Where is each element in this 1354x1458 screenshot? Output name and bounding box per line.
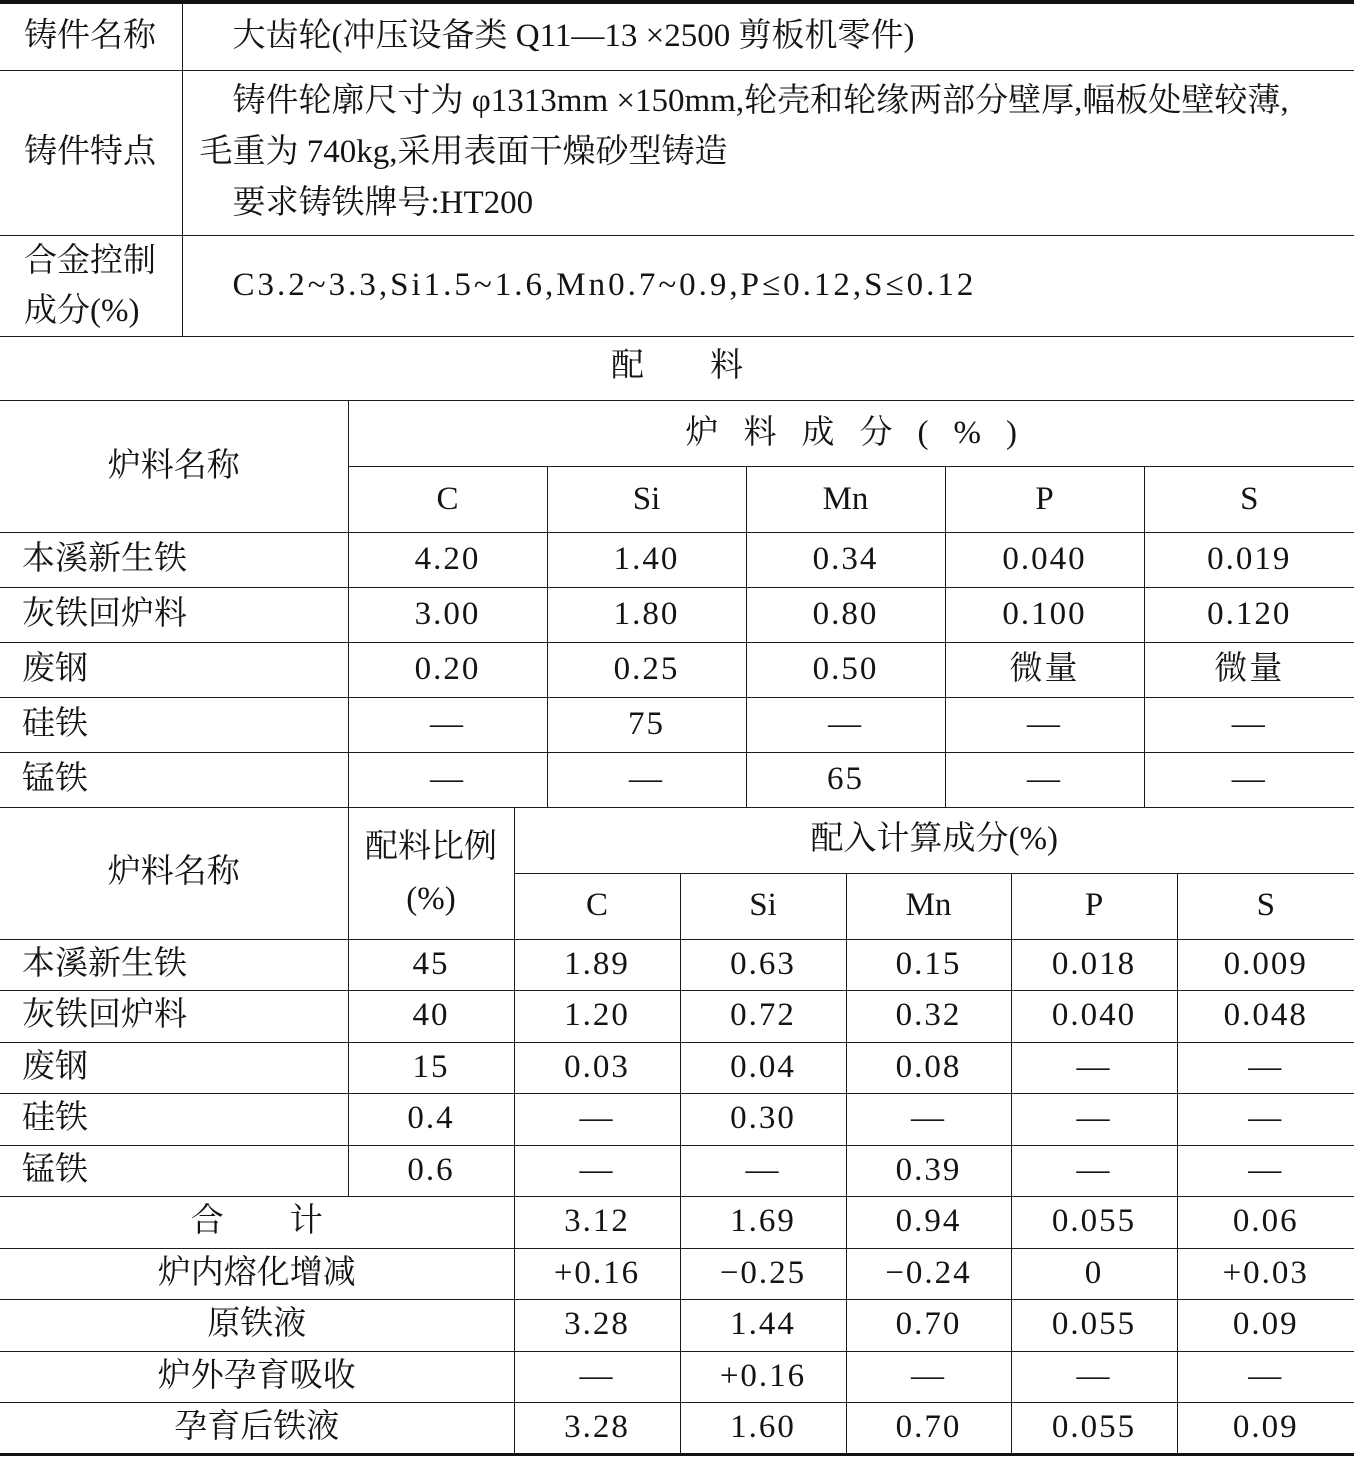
- ratio-header-line-2: (%): [406, 880, 456, 917]
- casting-name-label: 铸件名称: [0, 2, 182, 70]
- alloy-control-label: [0, 235, 182, 336]
- summary-row: [0, 1248, 1354, 1300]
- calculated-composition-group-header: 配入计算成分(%): [514, 807, 1354, 873]
- charge-name: 灰铁回炉料: [0, 991, 348, 1043]
- charge-name: 锰铁: [0, 1145, 348, 1197]
- c-content-value: —: [348, 753, 547, 808]
- calculated-p-value: 0.040: [1011, 991, 1177, 1043]
- summary-label: 孕育后铁液: [0, 1403, 514, 1455]
- calculated-s-value: —: [1177, 1094, 1354, 1146]
- casting-feature-description: [182, 70, 1354, 235]
- element-header-s: S: [1144, 467, 1354, 533]
- summary-mn-value: —: [846, 1351, 1011, 1403]
- p-content-value: 微量: [945, 643, 1144, 698]
- calculated-c-value: —: [514, 1145, 680, 1197]
- summary-s-value: —: [1177, 1351, 1354, 1403]
- alloy-control-value: C3.2~3.3,Si1.5~1.6,Mn0.7~0.9,P≤0.12,S≤0.12: [182, 235, 1354, 336]
- summary-p-value: 0.055: [1011, 1300, 1177, 1352]
- charge-ratio: 0.4: [348, 1094, 514, 1146]
- charge-name: 硅铁: [0, 1094, 348, 1146]
- calculated-c-value: 1.89: [514, 939, 680, 991]
- charge-ratio-header: [348, 807, 514, 939]
- casting-name-row: [0, 2, 1354, 70]
- summary-c-value: 3.28: [514, 1300, 680, 1352]
- calculated-s-value: —: [1177, 1042, 1354, 1094]
- mn-content-value: 0.50: [746, 643, 945, 698]
- calculated-si-value: 0.63: [680, 939, 846, 991]
- charge-name: 本溪新生铁: [0, 939, 348, 991]
- composition-row: [0, 698, 1354, 753]
- casting-feature-row: [0, 70, 1354, 235]
- s-content-value: —: [1144, 753, 1354, 808]
- element-header-si: Si: [680, 873, 846, 939]
- calculated-si-value: 0.30: [680, 1094, 846, 1146]
- calculated-p-value: —: [1011, 1094, 1177, 1146]
- calculation-row: [0, 1145, 1354, 1197]
- charge-composition-group-header: 炉料成分(%): [348, 401, 1354, 467]
- charge-name: 灰铁回炉料: [0, 588, 348, 643]
- summary-label: 合计: [0, 1197, 514, 1249]
- c-content-value: 4.20: [348, 533, 547, 588]
- charge-ratio: 15: [348, 1042, 514, 1094]
- calculation-row: [0, 939, 1354, 991]
- summary-p-value: 0.055: [1011, 1197, 1177, 1249]
- summary-label: 炉外孕育吸收: [0, 1351, 514, 1403]
- element-header-c: C: [514, 873, 680, 939]
- calculated-c-value: —: [514, 1094, 680, 1146]
- feature-grade-line: 要求铸铁牌号:HT200: [232, 185, 534, 221]
- composition-row: [0, 533, 1354, 588]
- summary-label: 炉内熔化增减: [0, 1248, 514, 1300]
- calculated-si-value: —: [680, 1145, 846, 1197]
- summary-p-value: —: [1011, 1351, 1177, 1403]
- summary-label: 原铁液: [0, 1300, 514, 1352]
- si-content-value: 75: [547, 698, 746, 753]
- feature-line-1: 铸件轮廓尺寸为 φ1313mm ×150mm,轮壳和轮缘两部分壁厚,幅板处壁较薄,: [232, 83, 1289, 119]
- composition-header-row: [0, 401, 1354, 467]
- casting-name-value: 大齿轮(冲压设备类 Q11—13 ×2500 剪板机零件): [182, 2, 1354, 70]
- p-content-value: 0.100: [945, 588, 1144, 643]
- summary-si-value: 1.44: [680, 1300, 846, 1352]
- charge-composition-table: [0, 400, 1354, 808]
- summary-p-value: 0: [1011, 1248, 1177, 1300]
- s-content-value: 0.120: [1144, 588, 1354, 643]
- c-content-value: 0.20: [348, 643, 547, 698]
- element-header-si: Si: [547, 467, 746, 533]
- charge-name: 废钢: [0, 1042, 348, 1094]
- calculated-si-value: 0.04: [680, 1042, 846, 1094]
- summary-mn-value: −0.24: [846, 1248, 1011, 1300]
- ratio-header-line-1: 配料比例: [365, 828, 497, 865]
- summary-p-value: 0.055: [1011, 1403, 1177, 1455]
- element-header-s: S: [1177, 873, 1354, 939]
- si-content-value: 1.80: [547, 588, 746, 643]
- alloy-label-line-2: 成分(%): [24, 292, 140, 329]
- charge-name: 锰铁: [0, 753, 348, 808]
- summary-c-value: 3.12: [514, 1197, 680, 1249]
- p-content-value: —: [945, 753, 1144, 808]
- summary-row: [0, 1403, 1354, 1455]
- calculated-p-value: 0.018: [1011, 939, 1177, 991]
- summary-si-value: −0.25: [680, 1248, 846, 1300]
- calculated-c-value: 1.20: [514, 991, 680, 1043]
- element-header-c: C: [348, 467, 547, 533]
- composition-row: [0, 588, 1354, 643]
- calculated-s-value: 0.048: [1177, 991, 1354, 1043]
- si-content-value: 0.25: [547, 643, 746, 698]
- charge-ratio: 45: [348, 939, 514, 991]
- calculation-row: [0, 991, 1354, 1043]
- composition-row: [0, 753, 1354, 808]
- calculation-row: [0, 1042, 1354, 1094]
- summary-s-value: 0.09: [1177, 1403, 1354, 1455]
- charge-name-header: 炉料名称: [0, 401, 348, 533]
- summary-row: [0, 1197, 1354, 1249]
- summary-s-value: +0.03: [1177, 1248, 1354, 1300]
- calculated-si-value: 0.72: [680, 991, 846, 1043]
- summary-row: [0, 1351, 1354, 1403]
- mn-content-value: 0.34: [746, 533, 945, 588]
- charge-ratio: 0.6: [348, 1145, 514, 1197]
- c-content-value: —: [348, 698, 547, 753]
- p-content-value: 0.040: [945, 533, 1144, 588]
- summary-si-value: 1.69: [680, 1197, 846, 1249]
- composition-row: [0, 643, 1354, 698]
- calculated-p-value: —: [1011, 1042, 1177, 1094]
- s-content-value: 0.019: [1144, 533, 1354, 588]
- summary-c-value: +0.16: [514, 1248, 680, 1300]
- element-header-mn: Mn: [846, 873, 1011, 939]
- calculated-c-value: 0.03: [514, 1042, 680, 1094]
- mn-content-value: 0.80: [746, 588, 945, 643]
- mn-content-value: 65: [746, 753, 945, 808]
- summary-mn-value: 0.94: [846, 1197, 1011, 1249]
- summary-s-value: 0.09: [1177, 1300, 1354, 1352]
- calculated-mn-value: 0.15: [846, 939, 1011, 991]
- section-title: 配料: [611, 348, 809, 384]
- calculation-body: [0, 939, 1354, 1454]
- s-content-value: 微量: [1144, 643, 1354, 698]
- calculated-mn-value: 0.32: [846, 991, 1011, 1043]
- calculated-s-value: 0.009: [1177, 939, 1354, 991]
- summary-s-value: 0.06: [1177, 1197, 1354, 1249]
- charge-calculation-table: [0, 807, 1354, 1456]
- alloy-label-line-1: 合金控制: [24, 242, 156, 279]
- calculated-s-value: —: [1177, 1145, 1354, 1197]
- summary-si-value: 1.60: [680, 1403, 846, 1455]
- summary-c-value: —: [514, 1351, 680, 1403]
- element-header-p: P: [945, 467, 1144, 533]
- charge-name: 本溪新生铁: [0, 533, 348, 588]
- calculated-mn-value: 0.39: [846, 1145, 1011, 1197]
- charge-name: 硅铁: [0, 698, 348, 753]
- summary-row: [0, 1300, 1354, 1352]
- element-header-mn: Mn: [746, 467, 945, 533]
- charge-ratio: 40: [348, 991, 514, 1043]
- c-content-value: 3.00: [348, 588, 547, 643]
- feature-line-2: 毛重为 740kg,采用表面干燥砂型铸造: [199, 134, 728, 170]
- mn-content-value: —: [746, 698, 945, 753]
- charge-name: 废钢: [0, 643, 348, 698]
- alloy-control-row: [0, 235, 1354, 336]
- si-content-value: —: [547, 753, 746, 808]
- calculated-mn-value: —: [846, 1094, 1011, 1146]
- casting-info-table: [0, 0, 1354, 337]
- charge-name-header: 炉料名称: [0, 807, 348, 939]
- element-header-p: P: [1011, 873, 1177, 939]
- summary-mn-value: 0.70: [846, 1403, 1011, 1455]
- calculated-p-value: —: [1011, 1145, 1177, 1197]
- s-content-value: —: [1144, 698, 1354, 753]
- p-content-value: —: [945, 698, 1144, 753]
- summary-si-value: +0.16: [680, 1351, 846, 1403]
- calculated-mn-value: 0.08: [846, 1042, 1011, 1094]
- summary-mn-value: 0.70: [846, 1300, 1011, 1352]
- composition-body: [0, 533, 1354, 808]
- calculation-header-row: [0, 807, 1354, 873]
- casting-feature-label: 铸件特点: [0, 70, 182, 235]
- summary-c-value: 3.28: [514, 1403, 680, 1455]
- si-content-value: 1.40: [547, 533, 746, 588]
- calculation-row: [0, 1094, 1354, 1146]
